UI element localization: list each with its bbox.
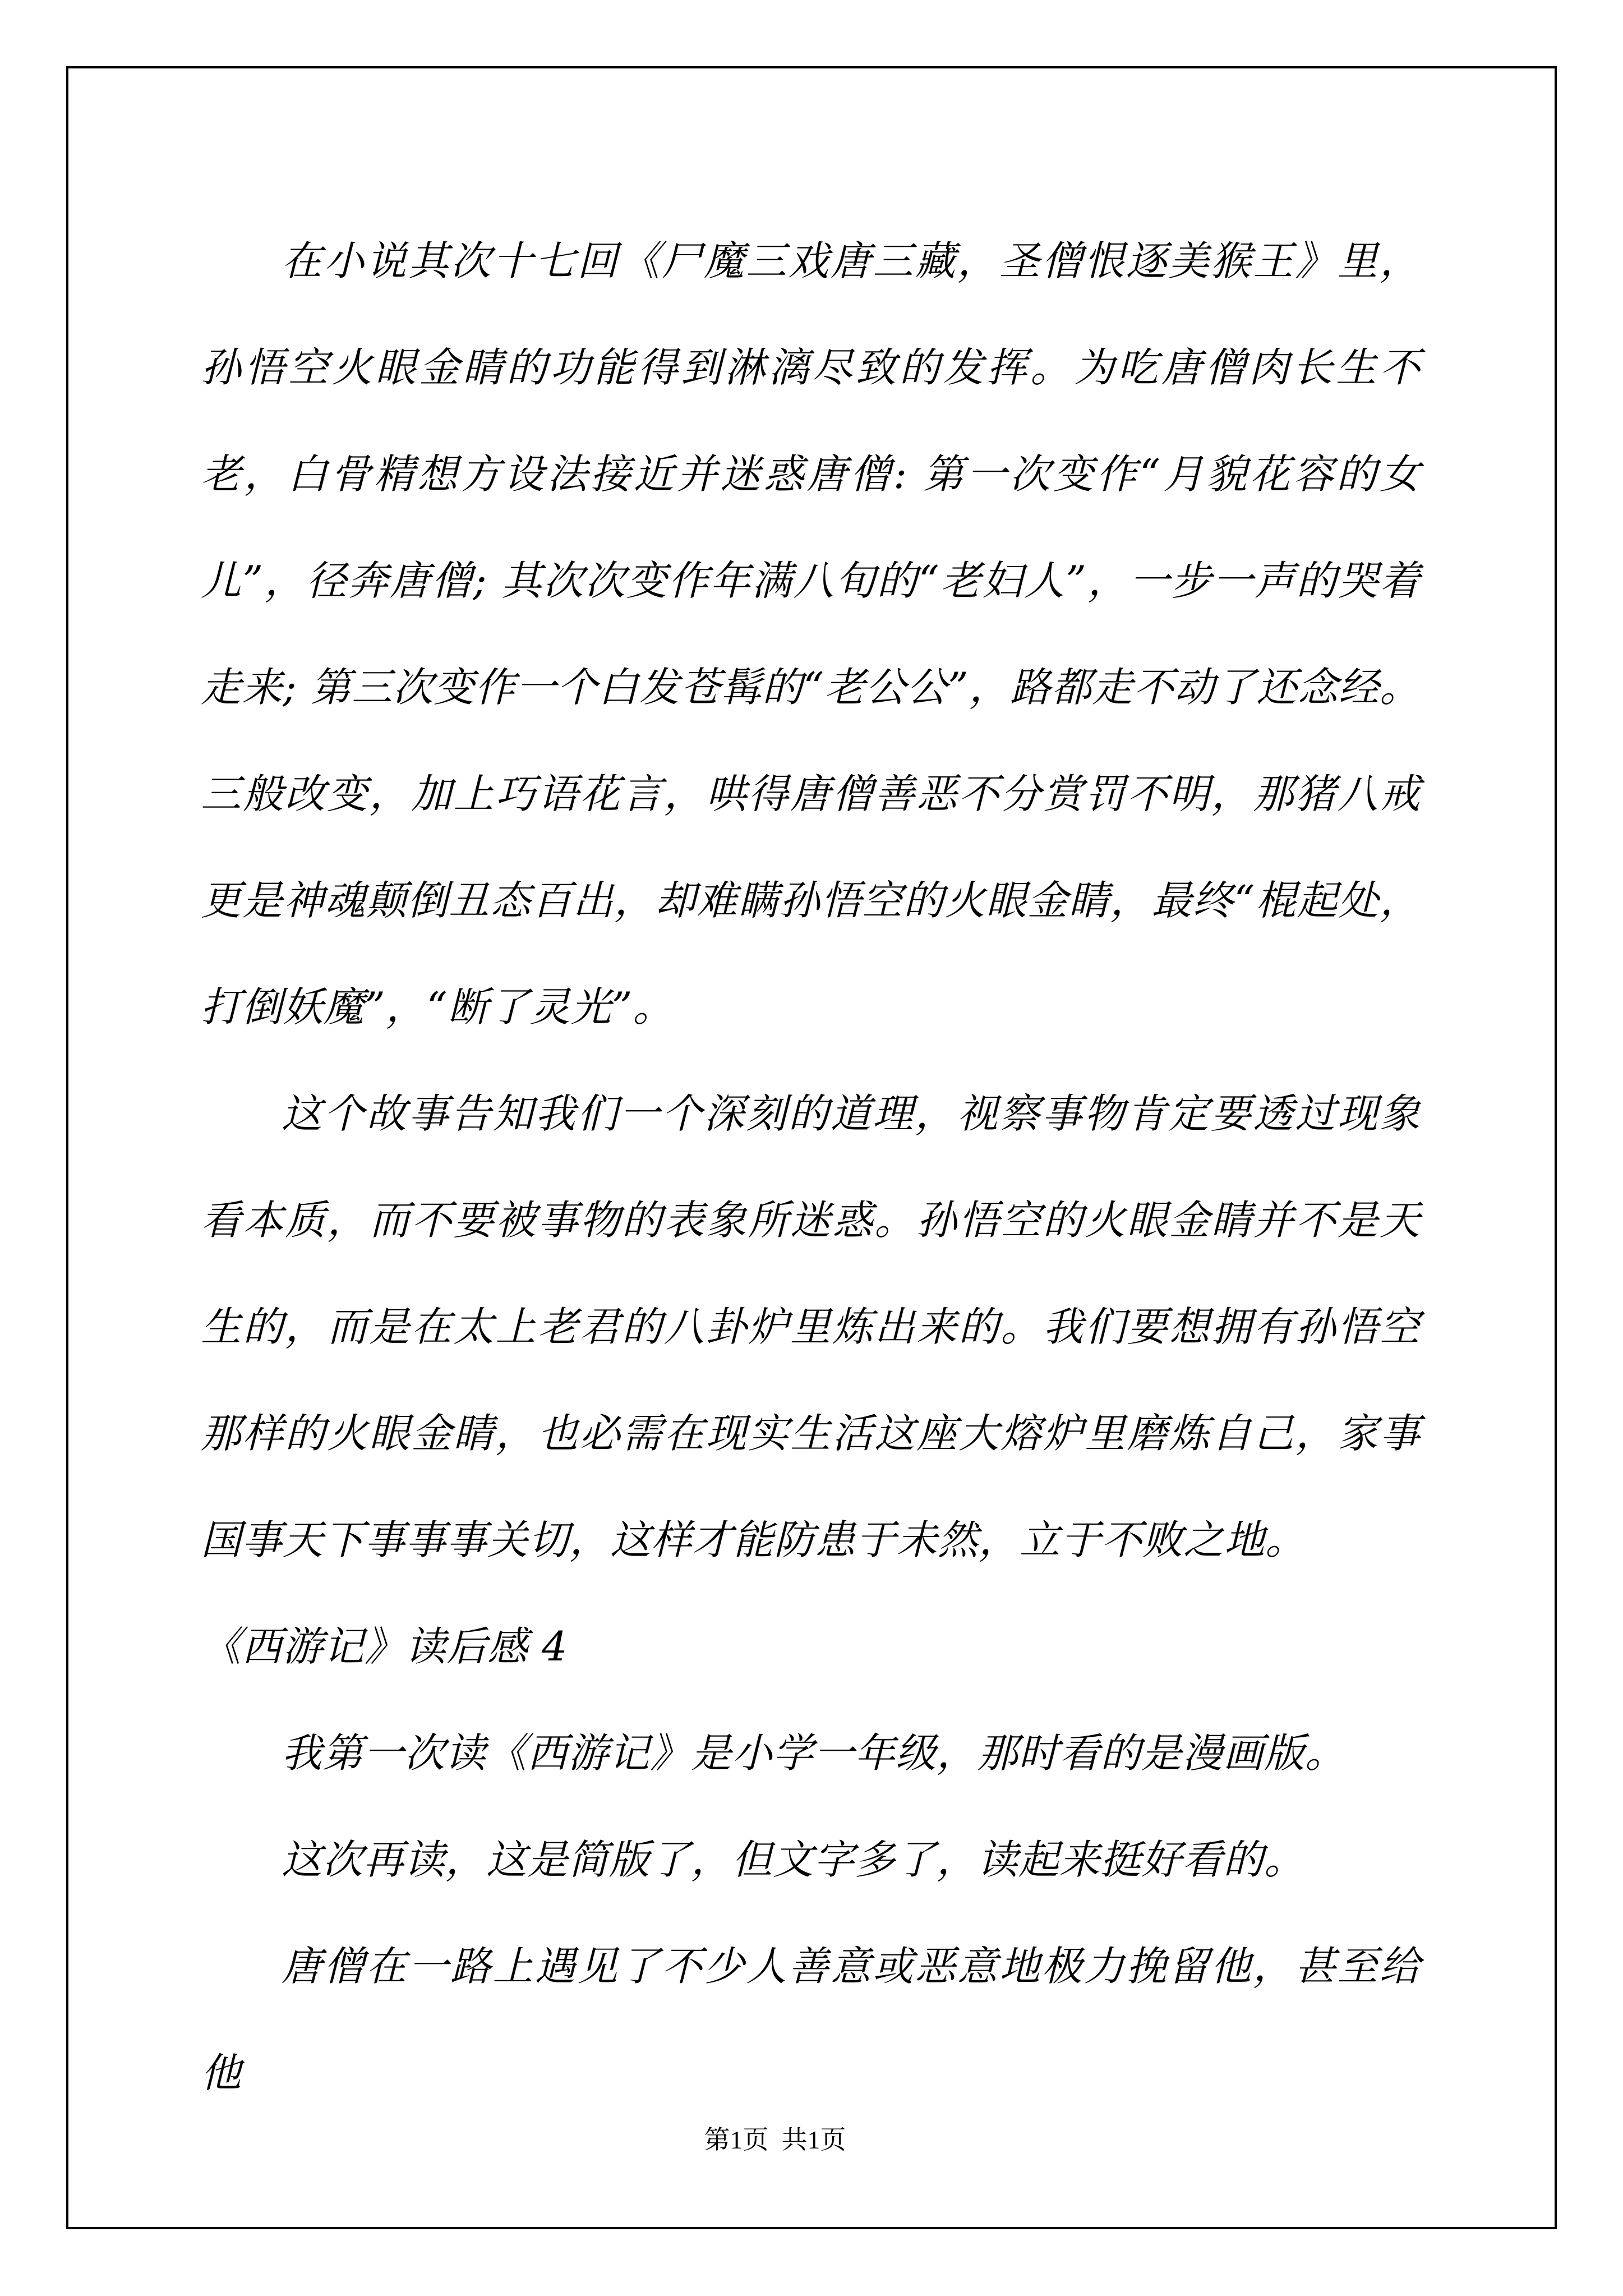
section-heading-review-4: 《西游记》读后感 4	[201, 1623, 568, 1670]
paragraph-tangseng-journey: 唐僧在一路上遇见了不少人善意或恶意地极力挽留他，甚至给他	[201, 1943, 1421, 2096]
paragraph-story-27th-chapter: 在小说其次十七回《尸魔三戏唐三藏，圣僧恨逐美猴王》里，孙悟空火眼金睛的功能得到淋漓尽致的发挥。为吃唐僧肉长生不老，白骨精想方设法接近并迷惑唐僧: 第一次变作“月貌花容的女儿”，径奔唐僧; 其次次变作年满八旬的“老妇人”，一步一声的哭着走来; 第三次变作一个白发苍髯的“老公公”，路都走不动了还念经。三般改变，加上巧语花言，哄得唐僧善恶不分赏罚不明，那猪八戒更是神魂颠倒丑态百出，却难瞒孙悟空的火眼金睛，最终“棍起处，打倒妖魔”，“断了灵光”。	[201, 237, 1421, 1030]
paragraph-reread: 这次再读，这是简版了，但文字多了，读起来挺好看的。	[282, 1836, 1306, 1883]
document-body	[201, 208, 1421, 2126]
page-number-footer: 第1页 共1页	[704, 2125, 846, 2154]
paragraph-first-read: 我第一次读《西游记》是小学一年级，那时看的是漫画版。	[282, 1729, 1347, 1777]
paragraph-lesson: 这个故事告知我们一个深刻的道理，视察事物肯定要透过现象看本质，而不要被事物的表象所迷惑。孙悟空的火眼金睛并不是天生的，而是在太上老君的八卦炉里炼出来的。我们要想拥有孙悟空那样的火眼金睛，也必需在现实生活这座大熔炉里磨炼自己，家事国事天下事事事关切，这样才能防患于未然，立于不败之地。	[201, 1090, 1421, 1563]
